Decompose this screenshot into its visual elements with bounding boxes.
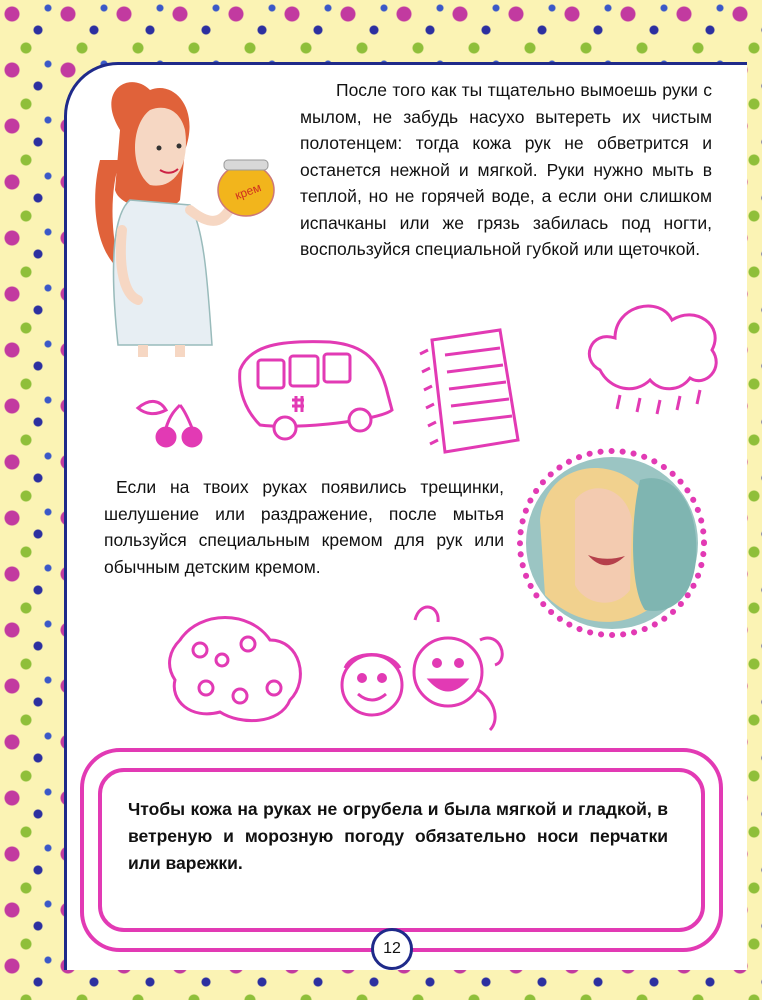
photo-girl-mitten [520, 451, 704, 635]
page-number: 12 [371, 928, 413, 970]
paragraph-hand-washing: После того как ты тщательно вымоешь руки с мылом, не забудь насухо вытереть их чистым полотенцем: тогда кожа рук не обветрится и останется нежной и мягкой. Руки нужно мыть в теплой, но не горячей воде, а если они слишком испачканы или же грязь забилась под ногти, воспользуйся специальной губкой или щеточкой. [300, 80, 712, 259]
paragraph-cream: Если на твоих руках появились трещинки, шелушение или раздражение, после мытья пользуйся специальным кремом для рук или обычным детским кремом. [104, 477, 504, 577]
cherry-icon [138, 401, 201, 446]
rain-cloud-icon [589, 306, 716, 414]
smiley-girl-icon [414, 607, 502, 730]
smiley-boy-icon [342, 655, 402, 716]
girl-illustration [95, 82, 235, 357]
notebook-icon [420, 330, 518, 452]
jar-label: крем [233, 180, 264, 203]
note-gloves: Чтобы кожа на руках не огрубела и была мягкой и гладкой, в ветреную и морозную погоду обязательно носи перчатки или варежки. [128, 799, 668, 873]
palette-icon [170, 618, 301, 721]
bus-icon [240, 342, 392, 439]
